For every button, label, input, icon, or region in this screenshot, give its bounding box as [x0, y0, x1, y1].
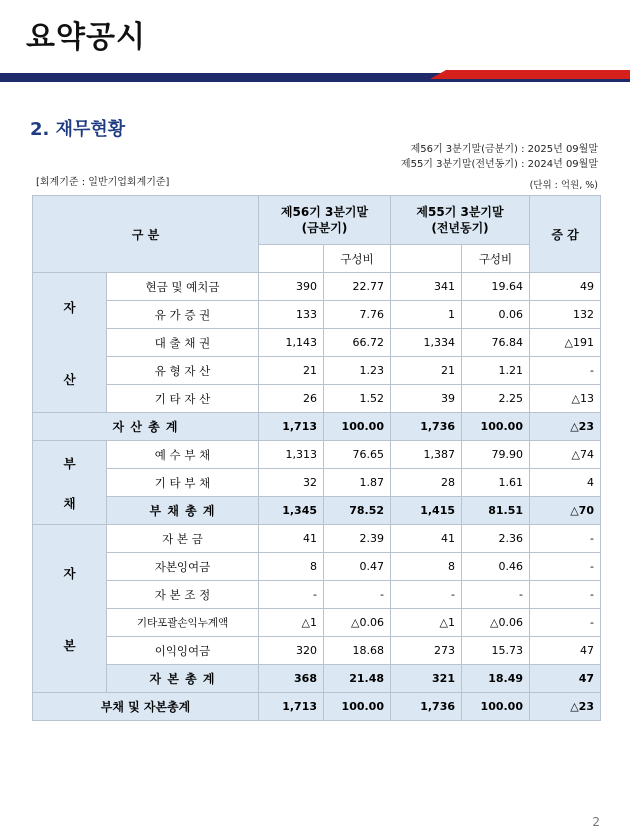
row-label: 유 형 자 산 [107, 357, 259, 385]
cell-previous: 39 [391, 385, 462, 413]
table-row [33, 581, 601, 609]
header-ratio-previous: 구성비 [462, 245, 530, 273]
cell-previous-ratio: 2.25 [462, 385, 530, 413]
table-row [33, 273, 601, 301]
cell-change: 47 [530, 637, 601, 665]
cell-current-ratio: 22.77 [324, 273, 391, 301]
table-row [33, 609, 601, 637]
header-previous-period: 제55기 3분기말 (전년동기) [391, 196, 530, 245]
cell-current-ratio: - [324, 581, 391, 609]
cell-change: △74 [530, 441, 601, 469]
cell-current: 1,143 [259, 329, 324, 357]
cell-current: 32 [259, 469, 324, 497]
cell-current: △1 [259, 609, 324, 637]
cell-current-ratio: 78.52 [324, 497, 391, 525]
cell-change: △13 [530, 385, 601, 413]
cell-change: - [530, 553, 601, 581]
cell-previous: 321 [391, 665, 462, 693]
header-category: 구 분 [33, 196, 259, 273]
cell-current-ratio: 1.87 [324, 469, 391, 497]
period-current: 제56기 3분기말(금분기) : 2025년 09월말 [410, 144, 598, 155]
total-row-equity [33, 665, 601, 693]
cell-current-ratio: 1.23 [324, 357, 391, 385]
row-label: 현금 및 예치금 [107, 273, 259, 301]
cell-current-ratio: △0.06 [324, 609, 391, 637]
row-label: 기타포괄손익누계액 [107, 609, 259, 637]
cell-previous: △1 [391, 609, 462, 637]
cell-current-ratio: 100.00 [324, 413, 391, 441]
page-title: 요약공시 [26, 20, 146, 55]
cell-current: 390 [259, 273, 324, 301]
grand-total-row [33, 693, 601, 721]
table-row [33, 441, 601, 469]
cell-current: 320 [259, 637, 324, 665]
cell-current-ratio: 2.39 [324, 525, 391, 553]
header-change: 증 감 [530, 196, 601, 273]
row-label: 예 수 부 채 [107, 441, 259, 469]
unit-note: (단위 : 억원, %) [529, 180, 598, 191]
cell-change: △191 [530, 329, 601, 357]
header-ratio-current: 구성비 [324, 245, 391, 273]
cell-previous: 1,387 [391, 441, 462, 469]
header-bar-red [430, 70, 630, 79]
period-previous: 제55기 3분기말(전년동기) : 2024년 09월말 [400, 159, 598, 170]
cell-current: 133 [259, 301, 324, 329]
row-label: 자 본 조 정 [107, 581, 259, 609]
cell-current: 1,313 [259, 441, 324, 469]
header-current-period: 제56기 3분기말 (금분기) [259, 196, 391, 245]
cell-previous: 8 [391, 553, 462, 581]
cell-current-ratio: 66.72 [324, 329, 391, 357]
cell-change: 132 [530, 301, 601, 329]
category-assets: 자 산 [33, 273, 107, 413]
cell-change: - [530, 525, 601, 553]
table-row [33, 469, 601, 497]
section-title: 2. 재무현황 [30, 119, 126, 140]
total-row-liabilities [33, 497, 601, 525]
cell-change: 4 [530, 469, 601, 497]
page-number: 2 [592, 815, 600, 829]
cell-previous-ratio: △0.06 [462, 609, 530, 637]
cell-previous: - [391, 581, 462, 609]
cell-change: △70 [530, 497, 601, 525]
cell-previous-ratio: 100.00 [462, 413, 530, 441]
total-row-assets [33, 413, 601, 441]
cell-change: - [530, 357, 601, 385]
cell-previous-ratio: 0.06 [462, 301, 530, 329]
cell-current: 21 [259, 357, 324, 385]
cell-current: 1,713 [259, 413, 324, 441]
cell-current-ratio: 18.68 [324, 637, 391, 665]
cell-current-ratio: 21.48 [324, 665, 391, 693]
cell-current: 41 [259, 525, 324, 553]
cell-change: 49 [530, 273, 601, 301]
cell-current-ratio: 76.65 [324, 441, 391, 469]
row-label: 유 가 증 권 [107, 301, 259, 329]
cell-previous-ratio: 2.36 [462, 525, 530, 553]
row-label: 기 타 부 채 [107, 469, 259, 497]
cell-previous-ratio: 19.64 [462, 273, 530, 301]
cell-previous: 273 [391, 637, 462, 665]
cell-previous: 28 [391, 469, 462, 497]
row-label: 자 본 금 [107, 525, 259, 553]
cell-current: 1,713 [259, 693, 324, 721]
cell-previous: 341 [391, 273, 462, 301]
cell-previous-ratio: 81.51 [462, 497, 530, 525]
table-row [33, 385, 601, 413]
cell-current: 8 [259, 553, 324, 581]
cell-change: - [530, 609, 601, 637]
table-row [33, 637, 601, 665]
grand-total-label: 부채 및 자본총계 [33, 693, 259, 721]
cell-previous-ratio: 79.90 [462, 441, 530, 469]
cell-previous: 1,334 [391, 329, 462, 357]
cell-previous: 1,736 [391, 693, 462, 721]
cell-current: 368 [259, 665, 324, 693]
cell-previous: 1,736 [391, 413, 462, 441]
cell-current: - [259, 581, 324, 609]
cell-current-ratio: 7.76 [324, 301, 391, 329]
cell-previous: 1,415 [391, 497, 462, 525]
cell-previous-ratio: 1.61 [462, 469, 530, 497]
table-row [33, 357, 601, 385]
header-row [33, 196, 601, 245]
financial-table [32, 195, 601, 721]
total-label: 부 채 총 계 [107, 497, 259, 525]
accounting-standard: [회계기준 : 일반기업회계기준] [36, 177, 170, 188]
cell-previous: 41 [391, 525, 462, 553]
table-row [33, 329, 601, 357]
cell-previous-ratio: - [462, 581, 530, 609]
cell-change: - [530, 581, 601, 609]
row-label: 이익잉여금 [107, 637, 259, 665]
cell-previous-ratio: 1.21 [462, 357, 530, 385]
cell-previous: 1 [391, 301, 462, 329]
category-liabilities: 부 채 [33, 441, 107, 525]
total-label: 자 본 총 계 [107, 665, 259, 693]
row-label: 자본잉여금 [107, 553, 259, 581]
total-label: 자 산 총 계 [33, 413, 259, 441]
cell-current-ratio: 0.47 [324, 553, 391, 581]
cell-current: 26 [259, 385, 324, 413]
cell-current-ratio: 1.52 [324, 385, 391, 413]
row-label: 기 타 자 산 [107, 385, 259, 413]
table-row [33, 301, 601, 329]
cell-previous-ratio: 18.49 [462, 665, 530, 693]
table-row [33, 553, 601, 581]
table-row [33, 525, 601, 553]
category-equity: 자 본 [33, 525, 107, 693]
cell-change: △23 [530, 693, 601, 721]
cell-previous-ratio: 100.00 [462, 693, 530, 721]
cell-previous: 21 [391, 357, 462, 385]
cell-previous-ratio: 15.73 [462, 637, 530, 665]
cell-change: 47 [530, 665, 601, 693]
cell-current: 1,345 [259, 497, 324, 525]
row-label: 대 출 채 권 [107, 329, 259, 357]
cell-change: △23 [530, 413, 601, 441]
cell-current-ratio: 100.00 [324, 693, 391, 721]
cell-previous-ratio: 0.46 [462, 553, 530, 581]
cell-previous-ratio: 76.84 [462, 329, 530, 357]
